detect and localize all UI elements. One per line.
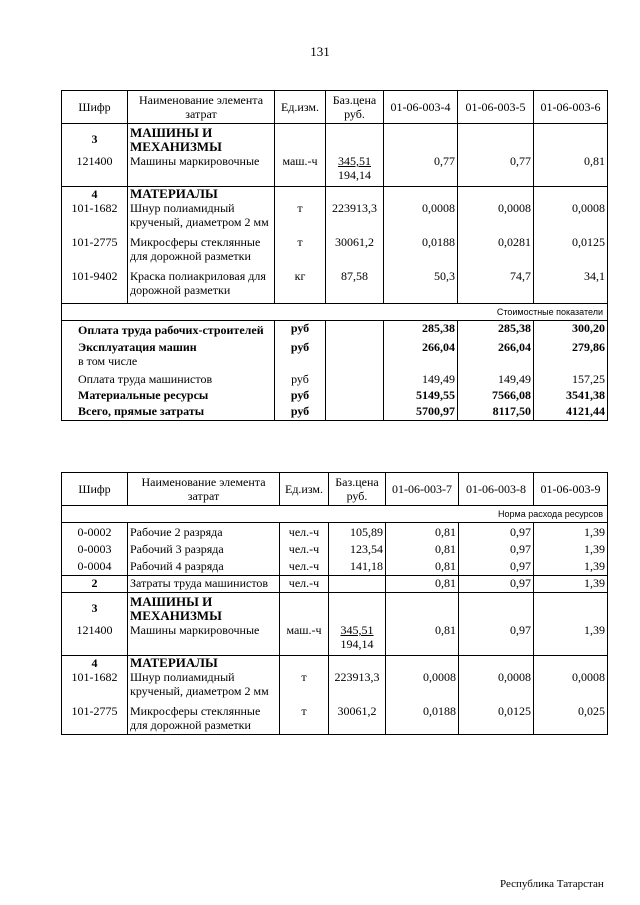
section-number: 3 xyxy=(62,124,128,155)
summary-value: 3541,38 xyxy=(534,386,608,402)
header-col2: 01-06-003-5 xyxy=(458,91,534,124)
cell-code: 121400 xyxy=(62,623,128,656)
table-row xyxy=(62,523,608,540)
cell-value: 0,0008 xyxy=(386,670,459,704)
summary-name: Оплата труда машинистов xyxy=(78,372,213,386)
cell-name: Микросферы стеклянные для дорожной разметки xyxy=(130,235,261,263)
cell-value: 0,97 xyxy=(459,523,534,540)
summary-unit: руб xyxy=(275,321,326,338)
cell-unit: чел.-ч xyxy=(280,556,329,576)
cell-value: 1,39 xyxy=(534,539,608,556)
section-row xyxy=(62,124,608,155)
summary-value: 266,04 xyxy=(384,337,458,354)
cell-unit: кг xyxy=(275,269,326,304)
summary-value: 5700,97 xyxy=(384,402,458,421)
cell-name: Рабочий 3 разряда xyxy=(130,542,224,556)
cell-value: 1,39 xyxy=(534,556,608,576)
cell-value: 0,025 xyxy=(534,704,608,735)
summary-row xyxy=(62,321,608,338)
summary-name: Эксплуатация машин xyxy=(78,340,197,354)
section-title: МАТЕРИАЛЫ xyxy=(128,187,275,202)
summary-value: 285,38 xyxy=(384,321,458,338)
cell-code: 101-1682 xyxy=(62,201,128,235)
cell-value: 0,0008 xyxy=(384,201,458,235)
header-col1: 01-06-003-7 xyxy=(386,473,459,506)
table-row xyxy=(62,269,608,304)
cell-price: 30061,2 xyxy=(326,235,384,269)
summary-value: 149,49 xyxy=(458,372,534,386)
cell-unit: т xyxy=(275,201,326,235)
table-row xyxy=(62,556,608,576)
section-row xyxy=(62,187,608,202)
summary-value: 279,86 xyxy=(534,337,608,354)
summary-unit: руб xyxy=(275,372,326,386)
cell-unit: т xyxy=(280,670,329,704)
cell-unit: чел.-ч xyxy=(280,523,329,540)
cell-unit: т xyxy=(280,704,329,735)
cell-value: 0,97 xyxy=(459,539,534,556)
cell-value: 0,81 xyxy=(386,539,459,556)
cell-name: Машины маркировочные xyxy=(130,623,260,637)
table-header-row xyxy=(62,91,608,124)
table-row xyxy=(62,623,608,656)
cell-price-secondary: 194,14 xyxy=(338,168,371,182)
header-col2: 01-06-003-8 xyxy=(459,473,534,506)
cell-value: 0,81 xyxy=(386,556,459,576)
summary-value: 157,25 xyxy=(534,372,608,386)
section-number: 4 xyxy=(62,656,128,671)
cell-unit: т xyxy=(275,235,326,269)
summary-value: 285,38 xyxy=(458,321,534,338)
summary-value: 4121,44 xyxy=(534,402,608,421)
cell-value: 0,0008 xyxy=(459,670,534,704)
cell-value: 0,81 xyxy=(386,576,459,593)
cell-value: 0,97 xyxy=(459,556,534,576)
cell-price: 105,89 xyxy=(329,523,386,540)
cell-value: 0,0188 xyxy=(384,235,458,269)
cell-value: 0,81 xyxy=(386,523,459,540)
header-price: Баз.цена руб. xyxy=(326,91,384,124)
table-header-row xyxy=(62,473,608,506)
summary-value: 7566,08 xyxy=(458,386,534,402)
header-col3: 01-06-003-6 xyxy=(534,91,608,124)
header-name: Наименование элемента затрат xyxy=(128,473,280,506)
cell-value: 0,0008 xyxy=(534,670,608,704)
header-price: Баз.цена руб. xyxy=(329,473,386,506)
cell-price: 345,51 xyxy=(340,623,374,637)
summary-value: 300,20 xyxy=(534,321,608,338)
cell-price: 87,58 xyxy=(326,269,384,304)
cell-name: Затраты труда машинистов xyxy=(128,576,280,593)
summary-value: 266,04 xyxy=(458,337,534,354)
cost-note-row xyxy=(62,304,608,321)
cell-name: Краска полиакриловая для дорожной разметки xyxy=(130,269,266,297)
summary-unit: руб xyxy=(275,386,326,402)
norm-note-row xyxy=(62,506,608,523)
summary-row xyxy=(62,337,608,354)
summary-unit: руб xyxy=(275,337,326,354)
cell-name: Рабочий 4 разряда xyxy=(130,559,224,573)
cell-value: 1,39 xyxy=(534,576,608,593)
cell-code: 121400 xyxy=(62,154,128,187)
cell-name: Микросферы стеклянные для дорожной разметки xyxy=(130,704,261,732)
summary-value: 5149,55 xyxy=(384,386,458,402)
cell-price: 30061,2 xyxy=(329,704,386,735)
page-number: 131 xyxy=(310,44,330,59)
cell-value: 0,0188 xyxy=(386,704,459,735)
header-col1: 01-06-003-4 xyxy=(384,91,458,124)
cell-code: 0-0004 xyxy=(62,556,128,576)
cell-value: 0,81 xyxy=(534,154,608,187)
section-number: 3 xyxy=(62,593,128,624)
section-title: МАШИНЫ И МЕХАНИЗМЫ xyxy=(128,593,280,624)
cell-price: 223913,3 xyxy=(329,670,386,704)
cell-code: 101-1682 xyxy=(62,670,128,704)
table-row xyxy=(62,704,608,735)
header-code: Шифр xyxy=(62,91,128,124)
cell-value: 50,3 xyxy=(384,269,458,304)
cell-code: 101-2775 xyxy=(62,235,128,269)
resource-table-1 xyxy=(61,90,608,421)
cell-value: 0,97 xyxy=(459,623,534,656)
cell-unit: чел.-ч xyxy=(280,539,329,556)
summary-value: 149,49 xyxy=(384,372,458,386)
section-title: МАШИНЫ И МЕХАНИЗМЫ xyxy=(130,125,222,154)
cell-value: 0,0281 xyxy=(458,235,534,269)
cell-value: 74,7 xyxy=(458,269,534,304)
cell-value: 0,0008 xyxy=(458,201,534,235)
summary-unit: руб xyxy=(275,402,326,421)
summary-name: в том числе xyxy=(78,354,138,368)
table-row xyxy=(62,539,608,556)
cell-value: 0,0125 xyxy=(459,704,534,735)
table-row xyxy=(62,154,608,187)
cell-price-secondary: 194,14 xyxy=(340,637,374,651)
cell-price: 123,54 xyxy=(329,539,386,556)
cell-name: Шнур полиамидный крученый, диаметром 2 мм xyxy=(130,201,269,229)
cell-value: 0,77 xyxy=(458,154,534,187)
header-code: Шифр xyxy=(62,473,128,506)
section-row xyxy=(62,593,608,624)
header-col3: 01-06-003-9 xyxy=(534,473,608,506)
summary-name: Оплата труда рабочих-строителей xyxy=(78,323,264,337)
table-row xyxy=(62,235,608,269)
header-unit: Ед.изм. xyxy=(275,91,326,124)
resource-table-2 xyxy=(61,472,608,735)
norm-note: Норма расхода ресурсов xyxy=(62,506,608,523)
cell-value: 0,0125 xyxy=(534,235,608,269)
summary-name: Материальные ресурсы xyxy=(78,388,209,402)
cell-code: 101-9402 xyxy=(62,269,128,304)
table-row xyxy=(62,201,608,235)
cell-name: Машины маркировочные xyxy=(130,154,260,168)
cost-note: Стоимостные показатели xyxy=(62,304,608,321)
cell-code: 2 xyxy=(62,576,128,593)
cell-name: Рабочие 2 разряда xyxy=(130,525,223,539)
section-row xyxy=(62,656,608,671)
summary-row xyxy=(62,402,608,421)
cell-unit: маш.-ч xyxy=(280,623,329,656)
cell-value: 0,77 xyxy=(384,154,458,187)
cell-price: 223913,3 xyxy=(326,201,384,235)
summary-name: Всего, прямые затраты xyxy=(78,404,205,418)
cell-value: 0,81 xyxy=(386,623,459,656)
cell-value: 0,97 xyxy=(459,576,534,593)
cell-name: Шнур полиамидный крученый, диаметром 2 мм xyxy=(130,670,269,698)
cell-price xyxy=(329,576,386,593)
header-name: Наименование элемента затрат xyxy=(128,91,275,124)
footer-region: Республика Татарстан xyxy=(500,878,604,890)
cell-unit: маш.-ч xyxy=(275,154,326,187)
cell-unit: чел.-ч xyxy=(280,576,329,593)
cell-value: 34,1 xyxy=(534,269,608,304)
cell-code: 0-0003 xyxy=(62,539,128,556)
cell-code: 0-0002 xyxy=(62,523,128,540)
summary-row xyxy=(62,354,608,372)
table-row xyxy=(62,670,608,704)
cell-price: 345,51 xyxy=(338,154,371,168)
cell-value: 1,39 xyxy=(534,523,608,540)
header-unit: Ед.изм. xyxy=(280,473,329,506)
summary-value: 8117,50 xyxy=(458,402,534,421)
summary-row xyxy=(62,372,608,386)
cell-value: 0,0008 xyxy=(534,201,608,235)
table-row xyxy=(62,576,608,593)
cell-code: 101-2775 xyxy=(62,704,128,735)
section-number: 4 xyxy=(62,187,128,202)
cell-value: 1,39 xyxy=(534,623,608,656)
section-title: МАТЕРИАЛЫ xyxy=(128,656,280,671)
summary-row xyxy=(62,386,608,402)
cell-price: 141,18 xyxy=(329,556,386,576)
